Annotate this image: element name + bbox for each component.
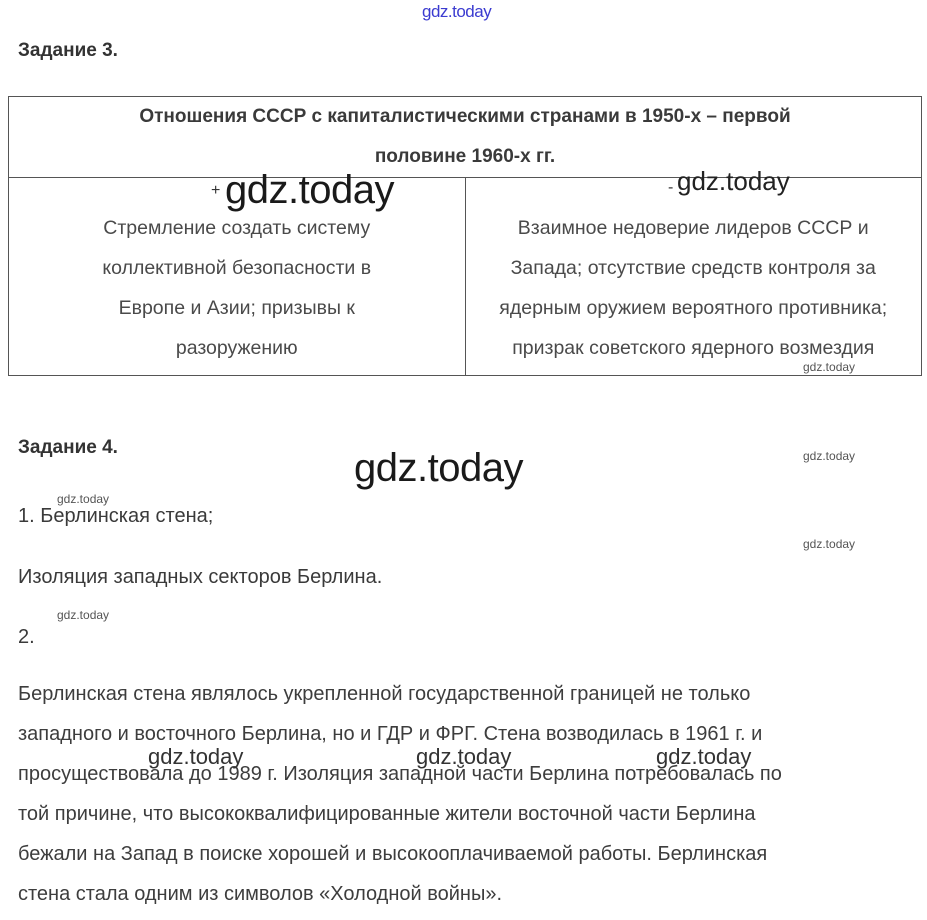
- watermark-paragraph-3: gdz.today: [656, 744, 752, 769]
- positive-line: Стремление создать систему: [103, 217, 371, 239]
- watermark-table-right: gdz.today: [677, 166, 790, 196]
- relations-table: [8, 96, 922, 376]
- negative-line: призрак советского ядерного возмездия: [512, 337, 875, 359]
- plus-sign: +: [211, 182, 221, 199]
- negative-line: Взаимное недоверие лидеров СССР и: [517, 217, 869, 239]
- positive-line: Европе и Азии; призывы к: [118, 297, 355, 319]
- item-1: 1. Берлинская стена;: [18, 505, 214, 527]
- table-title-line2: половине 1960-х гг.: [374, 146, 556, 167]
- negative-line: ядерным оружием вероятного противника;: [499, 297, 888, 319]
- watermark-paragraph-2: gdz.today: [416, 744, 512, 769]
- table-title-line1: Отношения СССР с капиталистическими странами в 1950-х – первой: [139, 106, 791, 127]
- task4-heading: Задание 4.: [18, 437, 118, 458]
- berlin-wall-paragraph: [18, 674, 918, 914]
- watermark-small: gdz.today: [803, 360, 856, 374]
- task3-heading: Задание 3.: [18, 40, 118, 61]
- watermark-small: gdz.today: [57, 492, 110, 506]
- watermark-top: gdz.today: [422, 2, 492, 21]
- item-1-text: Изоляция западных секторов Берлина.: [18, 566, 383, 588]
- watermark-center: gdz.today: [354, 446, 523, 490]
- watermark-small: gdz.today: [803, 449, 856, 463]
- positive-line: коллективной безопасности в: [102, 257, 372, 279]
- watermark-small: gdz.today: [803, 537, 856, 551]
- positive-line: разоружению: [175, 337, 298, 359]
- paragraph-line: стена стала одним из символов «Холодной войны».: [18, 883, 503, 905]
- paragraph-line: бежали на Запад в поиске хорошей и высокооплачиваемой работы. Берлинская: [18, 843, 768, 865]
- paragraph-line: просуществовала до 1989 г. Изоляция западной части Берлина потребовалась по: [18, 763, 782, 785]
- paragraph-line: западного и восточного Берлина, но и ГДР и ФРГ. Стена возводилась в 1961 г. и: [18, 723, 763, 745]
- negative-line: Запада; отсутствие средств контроля за: [510, 257, 876, 279]
- watermark-table-left: gdz.today: [225, 168, 394, 212]
- paragraph-line: той причине, что высококвалифицированные жители восточной части Берлина: [18, 803, 756, 825]
- paragraph-line: Берлинская стена являлось укрепленной государственной границей не только: [18, 683, 751, 705]
- table-cell-negative: [465, 178, 922, 376]
- minus-sign: -: [668, 179, 674, 196]
- watermark-small: gdz.today: [57, 608, 110, 622]
- item-2: 2.: [18, 626, 35, 648]
- watermark-paragraph-1: gdz.today: [148, 744, 244, 769]
